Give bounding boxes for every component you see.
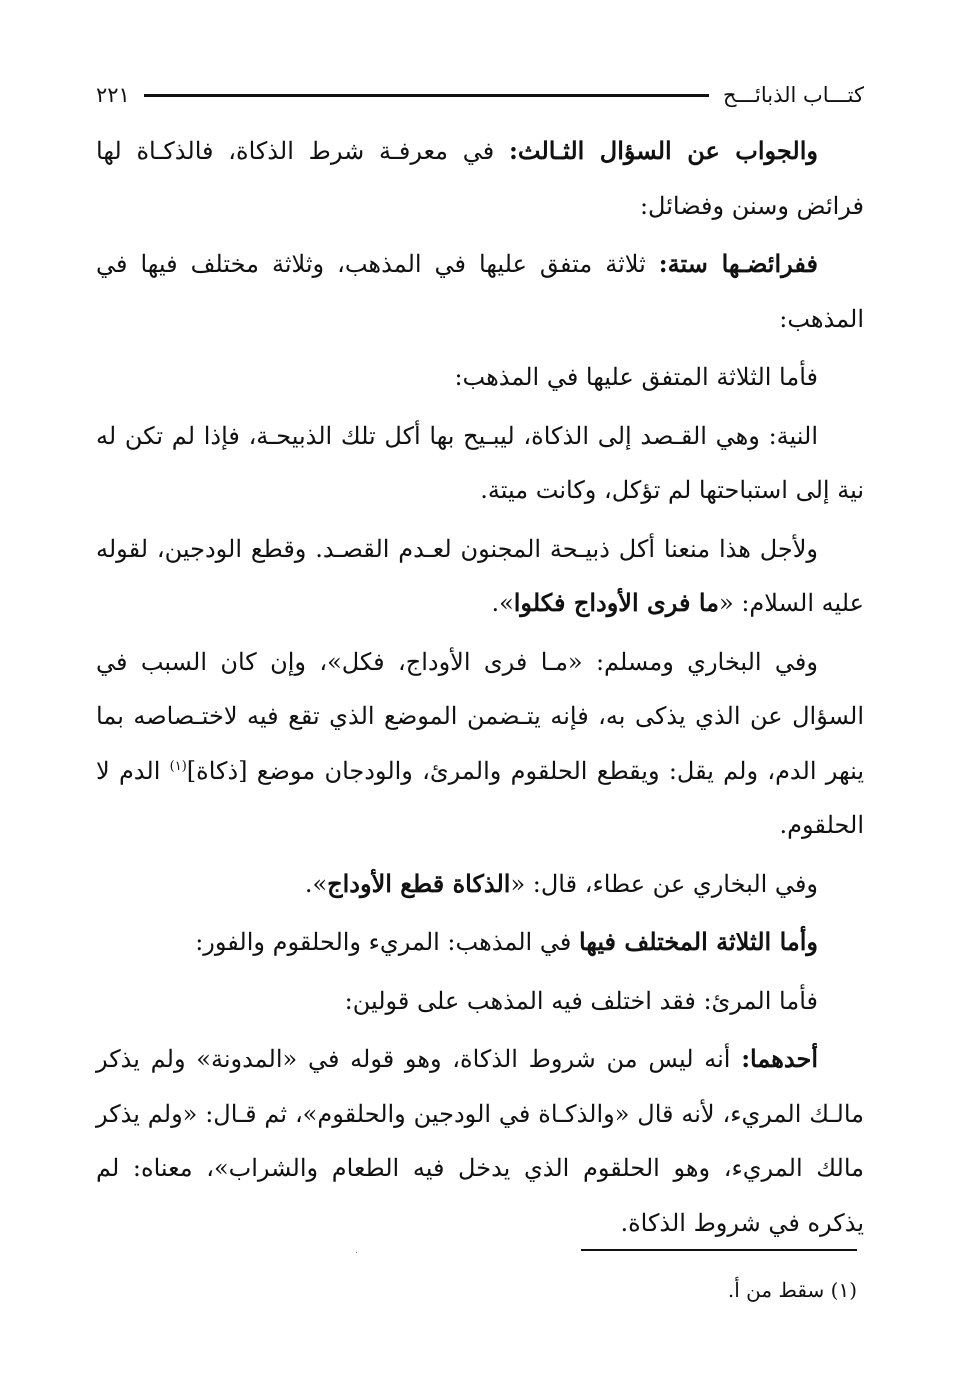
paragraph xyxy=(96,522,864,631)
paragraph xyxy=(96,915,864,970)
paragraph-text: فأما الثلاثة المتفق عليها في المذهب: xyxy=(454,363,818,391)
footnote-marker: (١) xyxy=(169,758,187,774)
bold-lead: وأما الثلاثة المختلف فيها xyxy=(578,927,818,956)
running-title: كتـــاب الذبائـــح xyxy=(723,83,864,107)
paragraph-text: ثلاثة متفق عليها في المذهب، وثلاثة مختلف فيها في المذهب: xyxy=(96,250,864,333)
header-rule xyxy=(144,94,709,97)
paragraph xyxy=(96,350,864,405)
paragraph-text: وفي البخاري عن عطاء، قال: « xyxy=(510,869,818,898)
footnote: (١) سقط من أ. xyxy=(727,1278,857,1302)
page-header xyxy=(96,78,864,112)
paragraph-text: ولأجل هذا منعنا أكل ذبيـحة المجنون لعـدم القصـد. وقطع الودجين، لقوله عليه السلام: « xyxy=(96,534,864,617)
paragraph xyxy=(96,974,864,1029)
hadith-quote: الذكاة قطع الأوداج xyxy=(327,868,511,898)
paragraph-text: في المذهب: المريء والحلقوم والفور: xyxy=(195,928,579,956)
body-text xyxy=(96,124,864,1250)
paragraph-text: أنه ليس من شروط الذكاة، وهو قوله في «المدونة» ولم يذكر مالـك المريء، لأنه قال «والذكـاة في الودجين والحلقوم»، ثم قـال: «ولم يذكر مالك المريء، وهو الحلقوم الذي يدخل فيه الطعام والشراب»، معناه: لم يذكره في شروط الذكاة. xyxy=(96,1045,864,1237)
paragraph-tail: ». xyxy=(304,869,328,898)
paragraph xyxy=(96,124,864,233)
bold-lead: والجواب عن السؤال الثـالث: xyxy=(509,136,818,165)
book-page xyxy=(96,78,864,1254)
bold-lead: ففرائضـها ستة: xyxy=(658,249,819,278)
footnote-rule xyxy=(581,1249,857,1251)
paragraph xyxy=(96,857,864,912)
paragraph-text: فأما المرئ: فقد اختلف فيه المذهب على قولين: xyxy=(344,986,818,1015)
paragraph xyxy=(96,237,864,346)
paragraph-tail: ». xyxy=(491,589,514,617)
paragraph xyxy=(96,1032,864,1250)
paragraph-tail: الدم لا الحلقوم. xyxy=(96,756,864,839)
paragraph xyxy=(96,635,864,853)
paragraph-text: النية: وهي القـصد إلى الذكاة، ليبـيح بها أكل تلك الذبيحـة، فإذا لم تكن له نية إلى استباحتها لم تؤكل، وكانت ميتة. xyxy=(96,421,864,504)
paragraph xyxy=(96,409,864,518)
paragraph-text: في معرفـة شرط الذكاة، فالذكـاة لها فرائض وسنن وفضائل: xyxy=(96,137,864,220)
paragraph-text: وفي البخاري ومسلم: «مـا فرى الأوداج، فكل»، وإن كان السبب في السؤال عن الذي يذكى به، فإنه يتـضمن الموضع الذي تقع فيه لاختـصاصه بما ينهر الدم، ولم يقل: ويقطع الحلقوم والمرئ، والودجان موضع [ذكاة] xyxy=(96,647,864,785)
bold-lead: أحدهما: xyxy=(741,1044,818,1073)
print-speck xyxy=(356,1252,357,1253)
hadith-quote: ما فرى الأوداج فكلوا xyxy=(513,588,720,617)
page-number: ٢٢١ xyxy=(96,83,130,107)
